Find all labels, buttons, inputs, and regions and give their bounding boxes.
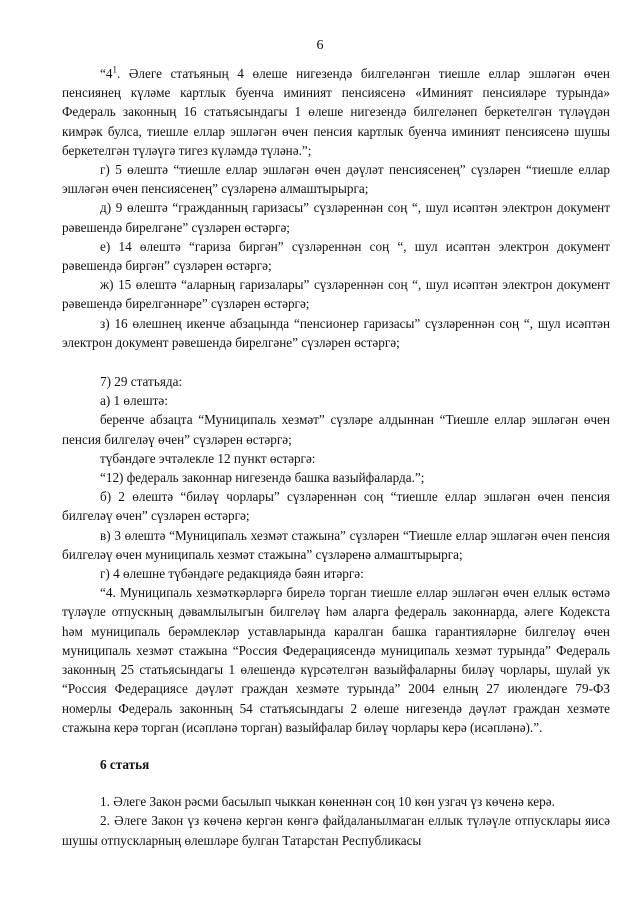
paragraph-add-item-12: түбәндәге эчтәлекле 12 пункт өстәргә: [100,450,316,466]
spacer [62,774,610,792]
paragraph-article6-2: 2. Әлеге Закон үз көченә кергән көнгә файдаланылмаган еллык түләүле отпусклары яисә шушы отпускларның өлешләре булган Татарстан Республикасы [62,813,610,848]
paragraph-7-29: 7) 29 статьяда: [100,374,183,390]
paragraph-text: “4 [100,66,113,81]
paragraph-part-4: “4. Муниципаль хезмәткәрләргә бирелә торган тиешле еллар эшләгән өчен еллык өстәмә түләүле отпускның дәвамлылыгын билгеләү һәм аларга федераль законнарда, әлеге Кодекста һәм муниципаль берәмлекләр уставларында каралган башка гарантияләрне билгеләү өчен муниципаль хезмәт стажына “Россия Федерациясендә муниципаль хезмәт турында” Федераль законның 25 статьясындагы 1 өлешендә күрсәтелгән вазыйфаларны биләү чорлары, шулай ук “Россия Федерациясе дәүләт граждан хезмәте турында” 2004 елның 27 июлендәге 79-ФЗ номерлы Федераль законның 54 статьясындагы 2 өлеше нигезендә дәүләт граждан хезмәте стажына керә торган (исәпләнә торган) вазыйфалар биләү чорлары керә (исәпләнә).”. [62,585,610,735]
paragraph-a: а) 1 өлештә: [100,393,168,409]
superscript: 1 [112,64,117,75]
spacer [62,352,610,372]
spacer [62,737,610,755]
paragraph-b: б) 2 өлештә “биләү чорлары” сүзләреннән соң “тиешле еллар эшләгән өчен пенсия билгеләү өчен” сүзләрен өстәргә; [62,489,610,524]
page-number: 6 [316,38,324,53]
paragraph-article6-1: 1. Әлеге Закон рәсми басылып чыккан көненнән соң 10 көн узгач үз көченә керә. [100,794,555,810]
paragraph-zh: ж) 15 өлештә “аларның гаризалары” сүзләреннән соң “, шул исәптән электрон документ рәвешендә бирелгәннәре” сүзләрен өстәргә; [62,277,610,312]
paragraph-e: е) 14 өлештә “гариза биргән” сүзләреннән соң “, шул исәптән электрон документ рәвешендә биргән” сүзләрен өстәргә; [62,238,610,274]
paragraph-d: д) 9 өлештә “гражданның гаризасы” сүзләреннән соң “, шул исәптән электрон документ рәвешендә бирелгәне” сүзләрен өстәргә; [62,200,610,235]
document-body [62,64,610,850]
paragraph-4-1 [62,64,610,160]
paragraph-text: . Әлеге статьяның 4 өлеше нигезендә билгеләнгән тиешле еллар эшләгән өчен пенсиянең күләме картлык буенча иминият пенсиясенә «Иминият пенсияләре турында» Федераль законның 16 статьясындагы 1 өлеше нигезендә билгеләнеп беркетелгән түләүдән кимрәк булса, тиешле еллар эшләгән өчен пенсия картлык буенча иминият пенсиясенә шушы беркетелгән түләүгә тигез күләмдә түләнә.”; [62,66,610,158]
paragraph-g: г) 5 өлештә “тиешле еллар эшләгән өчен дәүләт пенсиясенең” сүзләрен “тиешле еллар эшләгән өчен пенсиясенең” сүзләренә алмаштырырга; [62,162,610,197]
paragraph-g-4: г) 4 өлешне түбәндәге редакциядә бәян итәргә: [100,566,364,582]
paragraph-item-12: “12) федераль законнар нигезендә башка вазыйфаларда.”; [100,470,425,486]
paragraph-v: в) 3 өлештә “Муниципаль хезмәт стажына” сүзләрен “Тиешле еллар эшләгән өчен пенсия билгеләү өчен муниципаль хезмәт стажына” сүзләренә алмаштырырга; [62,527,610,562]
paragraph-z: з) 16 өлешнең икенче абзацында “пенсионер гаризасы” сүзләреннән соң “, шул исәптән электрон документ рәвешендә бирелгәне” сүзләрен өстәргә; [62,315,610,350]
article-heading: 6 статья [100,756,150,772]
paragraph-first-abzac: беренче абзацта “Муниципаль хезмәт” сүзләре алдыннан “Тиешле еллар эшләгән өчен пенсия билгеләү өчен” сүзләрен өстәргә; [62,412,610,447]
